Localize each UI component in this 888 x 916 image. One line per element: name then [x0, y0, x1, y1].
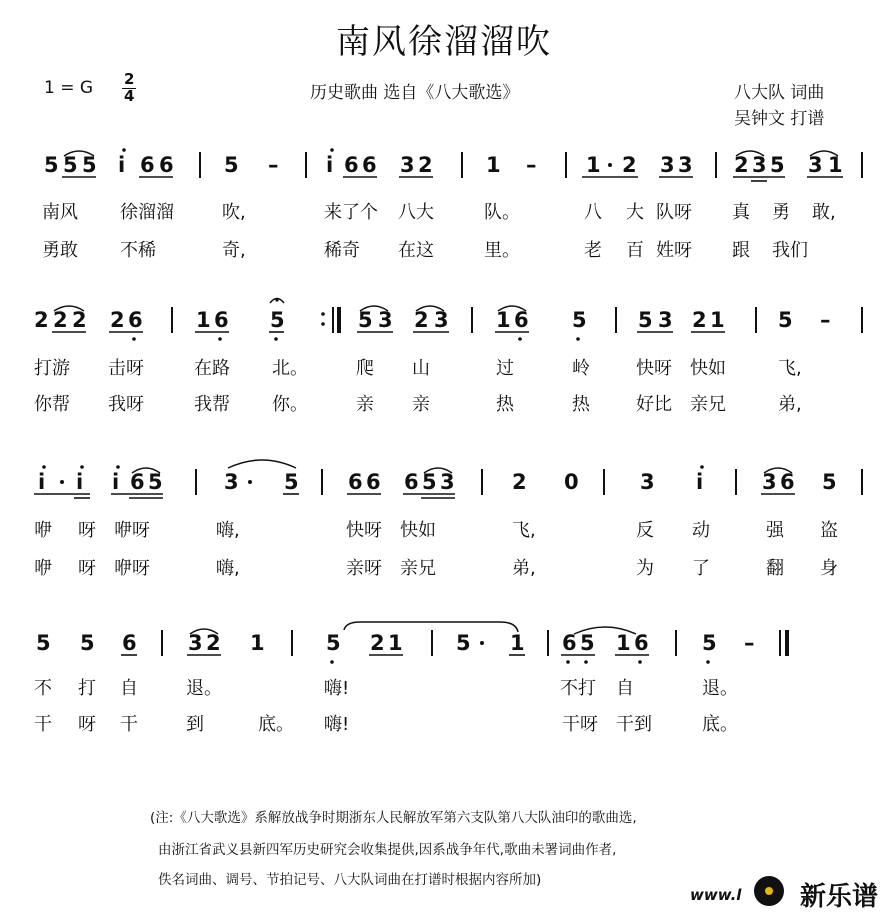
lyric: 反: [636, 520, 654, 541]
lyric: 底。: [702, 714, 738, 735]
notation-row-3: [34, 460, 862, 498]
svg-text:6: 6: [140, 153, 155, 177]
lyric: 八大: [398, 202, 434, 223]
lyric: 我帮: [194, 394, 230, 415]
credit-composer: 八大队 词曲: [734, 83, 825, 103]
svg-text:2: 2: [622, 153, 637, 177]
svg-text:5: 5: [63, 153, 78, 177]
lyric: 呀: [78, 520, 96, 541]
svg-text:0: 0: [564, 470, 579, 494]
svg-text:i: i: [76, 470, 84, 494]
svg-text:6: 6: [634, 631, 649, 655]
svg-text:1: 1: [250, 631, 265, 655]
lyric: 敢,: [812, 202, 836, 223]
svg-text:6: 6: [362, 153, 377, 177]
lyric: 稀奇: [324, 240, 360, 261]
footnote-line-2: 由浙江省武义县新四军历史研究会收集提供,因系战争年代,歌曲未署词曲作者,: [158, 842, 617, 858]
svg-text:1: 1: [388, 631, 403, 655]
music-disc-icon: [754, 876, 784, 906]
svg-text:i: i: [326, 153, 334, 177]
lyric: 南风: [42, 202, 78, 223]
lyric: 勇敢: [42, 240, 78, 261]
lyric: 翻: [766, 558, 784, 579]
svg-text:6: 6: [780, 470, 795, 494]
svg-text:3: 3: [224, 470, 239, 494]
svg-text:3: 3: [440, 470, 455, 494]
svg-text:–: –: [744, 631, 755, 655]
lyric: 山: [412, 358, 430, 379]
svg-text:–: –: [268, 153, 279, 177]
svg-text:5: 5: [580, 631, 595, 655]
lyric: 嗨,: [216, 558, 240, 579]
lyric: 亲: [356, 394, 374, 415]
svg-text:i: i: [38, 470, 46, 494]
svg-text:3: 3: [188, 631, 203, 655]
lyric: 自: [616, 678, 634, 699]
lyric: 不稀: [120, 240, 156, 261]
notation-row-1: [44, 148, 862, 181]
notation-row-2: [34, 298, 862, 340]
lyric: 击呀: [108, 358, 144, 379]
watermark-url: www.l: [690, 886, 742, 904]
lyric: 弟,: [778, 394, 802, 415]
lyric: 勇: [772, 202, 790, 223]
lyric: 打游: [34, 358, 70, 379]
lyric: 快如: [400, 520, 436, 541]
svg-text:5: 5: [270, 308, 285, 332]
lyric: 快呀: [636, 358, 672, 379]
svg-text:3: 3: [640, 470, 655, 494]
svg-text:6: 6: [348, 470, 363, 494]
svg-text:6: 6: [122, 631, 137, 655]
svg-text:5: 5: [44, 153, 59, 177]
svg-text:5: 5: [36, 631, 51, 655]
lyric: 强: [766, 520, 784, 541]
svg-text:2: 2: [692, 308, 707, 332]
footnote-line-1: (注:《八大歌选》系解放战争时期浙东人民解放军第六支队第八大队油印的歌曲选,: [150, 810, 637, 826]
lyric: 来了个: [324, 202, 378, 223]
svg-text:5: 5: [148, 470, 163, 494]
lyric: 老: [584, 240, 602, 261]
lyric: 弟,: [512, 558, 536, 579]
lyric: 北。: [272, 358, 308, 379]
lyric: 盗: [820, 520, 838, 541]
lyric: 热: [572, 394, 590, 415]
svg-text:5: 5: [638, 308, 653, 332]
lyric: 底。: [258, 714, 294, 735]
svg-text:1: 1: [496, 308, 511, 332]
lyric: 干到: [616, 714, 652, 735]
lyric: 过: [496, 358, 514, 379]
svg-text:6: 6: [128, 308, 143, 332]
svg-text:1: 1: [486, 153, 501, 177]
lyric: 嗨!: [324, 714, 350, 735]
lyric: 快呀: [346, 520, 382, 541]
lyric: 好比: [636, 394, 672, 415]
svg-text:2: 2: [512, 470, 527, 494]
svg-text:3: 3: [808, 153, 823, 177]
svg-text:2: 2: [206, 631, 221, 655]
lyric: 亲呀: [346, 558, 382, 579]
svg-text:5: 5: [82, 153, 97, 177]
lyric: 在路: [194, 358, 230, 379]
svg-text:5: 5: [572, 308, 587, 332]
svg-text:3: 3: [752, 153, 767, 177]
lyric: 快如: [690, 358, 726, 379]
lyric: 你。: [272, 394, 308, 415]
lyric: 岭: [572, 358, 590, 379]
svg-text:5: 5: [358, 308, 373, 332]
svg-text:–: –: [526, 153, 537, 177]
svg-text:3: 3: [678, 153, 693, 177]
lyric: 我呀: [108, 394, 144, 415]
lyric: 吹,: [222, 202, 246, 223]
lyric: 亲兄: [690, 394, 726, 415]
svg-text:5: 5: [326, 631, 341, 655]
lyric: 不打: [560, 678, 596, 699]
lyric: 里。: [484, 240, 520, 261]
lyric: 干: [120, 714, 138, 735]
lyric: 飞,: [512, 520, 536, 541]
svg-text:3: 3: [762, 470, 777, 494]
svg-text:6: 6: [404, 470, 419, 494]
svg-text:5: 5: [778, 308, 793, 332]
lyric: 咿: [34, 520, 52, 541]
lyric: 干呀: [562, 714, 598, 735]
svg-text:5: 5: [702, 631, 717, 655]
lyric: 呀: [78, 558, 96, 579]
svg-text:3: 3: [400, 153, 415, 177]
song-title: 南风徐溜溜吹: [336, 22, 552, 62]
song-source: 历史歌曲 选自《八大歌选》: [310, 83, 520, 103]
svg-text:2: 2: [418, 153, 433, 177]
svg-text:2: 2: [734, 153, 749, 177]
lyric: 动: [692, 520, 710, 541]
svg-text:6: 6: [214, 308, 229, 332]
lyric: 咿: [34, 558, 52, 579]
lyric: 身: [820, 558, 838, 579]
lyric: 呀: [78, 714, 96, 735]
lyric: 徐溜溜: [120, 202, 174, 223]
lyric: 我们: [772, 240, 808, 261]
time-signature-bottom: 4: [124, 87, 135, 105]
svg-text:1: 1: [196, 308, 211, 332]
lyric: 嗨,: [216, 520, 240, 541]
svg-text:1: 1: [586, 153, 601, 177]
svg-text:6: 6: [366, 470, 381, 494]
svg-text:5: 5: [80, 631, 95, 655]
svg-text:5: 5: [284, 470, 299, 494]
lyric: 大: [626, 202, 644, 223]
lyric: 不: [34, 678, 52, 699]
lyric: 咿呀: [114, 558, 150, 579]
site-logo: 新乐谱: [799, 882, 878, 912]
lyric: 了: [692, 558, 710, 579]
lyric: 奇,: [222, 240, 246, 261]
svg-text:5: 5: [770, 153, 785, 177]
lyric: 爬: [356, 358, 374, 379]
svg-text:2: 2: [53, 308, 68, 332]
svg-text:5: 5: [822, 470, 837, 494]
svg-text:i: i: [112, 470, 120, 494]
svg-text:6: 6: [562, 631, 577, 655]
lyric: 咿呀: [114, 520, 150, 541]
svg-text:1: 1: [616, 631, 631, 655]
lyric: 你帮: [34, 394, 70, 415]
lyric: 真: [732, 202, 750, 223]
svg-text:–: –: [820, 308, 831, 332]
svg-text:5: 5: [422, 470, 437, 494]
lyric: 热: [496, 394, 514, 415]
svg-text:i: i: [118, 153, 126, 177]
svg-text:2: 2: [414, 308, 429, 332]
lyric: 嗨!: [324, 678, 350, 699]
svg-text:1: 1: [828, 153, 843, 177]
svg-text:6: 6: [130, 470, 145, 494]
svg-text:2: 2: [72, 308, 87, 332]
svg-text:3: 3: [658, 308, 673, 332]
svg-text:1: 1: [710, 308, 725, 332]
lyric: 退。: [702, 678, 738, 699]
lyric: 飞,: [778, 358, 802, 379]
svg-text:2: 2: [370, 631, 385, 655]
svg-text:3: 3: [660, 153, 675, 177]
credit-transcriber: 吴钟文 打谱: [734, 109, 825, 129]
lyric: 八: [584, 202, 602, 223]
lyric: 姓呀: [656, 240, 692, 261]
lyric: 队。: [484, 202, 520, 223]
key-signature: 1 = G: [44, 78, 94, 98]
svg-text:2: 2: [34, 308, 49, 332]
time-signature-top: 2: [124, 70, 135, 88]
lyric: 自: [120, 678, 138, 699]
svg-text:1: 1: [510, 631, 525, 655]
lyric: 为: [636, 558, 654, 579]
svg-text:3: 3: [434, 308, 449, 332]
lyric: 在这: [398, 240, 434, 261]
svg-text:6: 6: [159, 153, 174, 177]
svg-text:i: i: [696, 470, 704, 494]
lyric: 队呀: [656, 202, 692, 223]
notation-row-4: [36, 622, 787, 664]
lyric: 百: [626, 240, 644, 261]
lyric: 打: [78, 678, 96, 699]
svg-text:5: 5: [224, 153, 239, 177]
svg-text:2: 2: [110, 308, 125, 332]
lyric: 退。: [186, 678, 222, 699]
lyric: 跟: [732, 240, 750, 261]
lyric: 亲: [412, 394, 430, 415]
lyric: 干: [34, 714, 52, 735]
footnote-line-3: 佚名词曲、调号、节拍记号、八大队词曲在打谱时根据内容所加): [158, 872, 542, 888]
svg-text:3: 3: [378, 308, 393, 332]
svg-text:5: 5: [456, 631, 471, 655]
svg-text:6: 6: [344, 153, 359, 177]
lyric: 到: [186, 714, 204, 735]
lyric: 亲兄: [400, 558, 436, 579]
svg-text:6: 6: [514, 308, 529, 332]
